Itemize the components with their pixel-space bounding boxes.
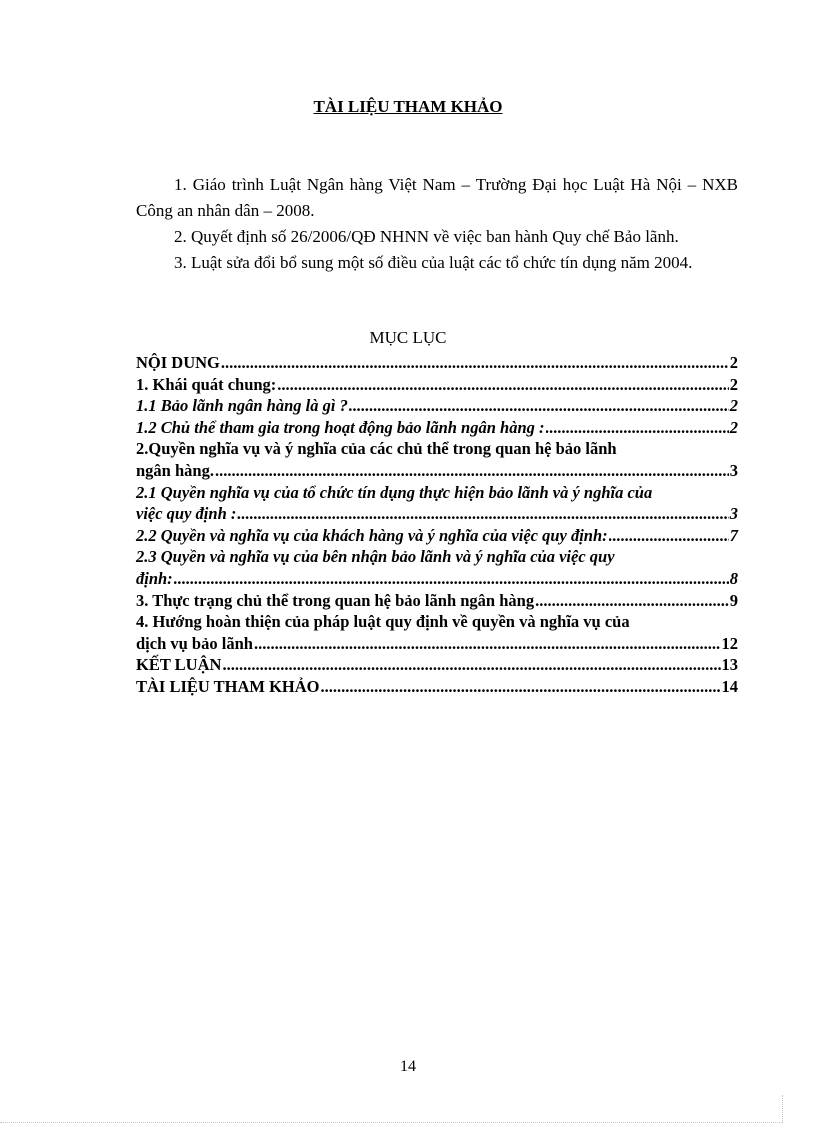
toc-leader — [254, 633, 721, 655]
toc-entry-page: 13 — [721, 655, 738, 675]
toc-entry-text: 2.1 Quyền nghĩa vụ của tổ chức tín dụng thực hiện bảo lãnh và ý nghĩa của — [136, 482, 653, 502]
table-of-contents — [136, 352, 738, 698]
reference-item: 1. Giáo trình Luật Ngân hàng Việt Nam – Trường Đại học Luật Hà Nội – NXB Công an nhân dân – 2008. — [136, 175, 738, 220]
toc-entry-text: NỘI DUNG — [136, 353, 220, 372]
toc-entry[interactable] — [136, 438, 738, 481]
toc-entry-page: 3 — [729, 504, 738, 524]
toc-entry-text: định: — [136, 568, 173, 588]
toc-entry-page: 14 — [721, 676, 738, 696]
toc-entry[interactable] — [136, 546, 738, 589]
toc-leader — [277, 374, 728, 396]
toc-entry[interactable] — [136, 676, 738, 698]
page-number: 14 — [400, 1058, 416, 1075]
toc-entry-text: ngân hàng. — [136, 460, 214, 480]
reference-item: 2. Quyết định số 26/2006/QĐ NHNN về việc ban hành Quy chế Bảo lãnh. — [174, 227, 679, 246]
toc-entry-text: 3. Thực trạng chủ thể trong quan hệ bảo lãnh ngân hàng — [136, 590, 535, 610]
toc-entry-text: dịch vụ bảo lãnh — [136, 633, 253, 653]
toc-entry[interactable] — [136, 654, 738, 676]
toc-entry[interactable] — [136, 395, 738, 417]
toc-entry-page: 2 — [729, 396, 738, 416]
reference-list — [136, 172, 738, 276]
toc-entry-text: 2.Quyền nghĩa vụ và ý nghĩa của các chủ thể trong quan hệ bảo lãnh — [136, 439, 617, 459]
reference-item: 3. Luật sửa đổi bổ sung một số điều của luật các tổ chức tín dụng năm 2004. — [174, 253, 693, 272]
toc-leader — [174, 568, 729, 590]
toc-entry[interactable] — [136, 482, 738, 525]
toc-entry-text: 2.2 Quyền và nghĩa vụ của khách hàng và ý nghĩa của việc quy định: — [136, 525, 608, 545]
toc-entry[interactable] — [136, 611, 738, 654]
toc-entry[interactable] — [136, 417, 738, 439]
toc-leader — [222, 654, 720, 676]
toc-leader — [237, 503, 728, 525]
toc-entry-page: 7 — [729, 525, 738, 545]
toc-entry-page: 2 — [729, 417, 738, 437]
toc-leader — [546, 417, 729, 439]
toc-leader — [215, 460, 729, 482]
toc-entry-text: 4. Hướng hoàn thiện của pháp luật quy định về quyền và nghĩa vụ của — [136, 612, 630, 632]
toc-entry-text: 2.3 Quyền và nghĩa vụ của bên nhận bảo lãnh và ý nghĩa của việc quy — [136, 547, 615, 567]
toc-entry-text: 1. Khái quát chung: — [136, 374, 277, 394]
toc-leader — [321, 676, 721, 698]
toc-entry-page: 9 — [729, 590, 738, 610]
page-corner-guide — [782, 1095, 784, 1123]
toc-leader — [535, 590, 729, 612]
toc-entry[interactable] — [136, 590, 738, 612]
toc-leader — [609, 525, 729, 547]
toc-entry[interactable] — [136, 352, 738, 374]
toc-entry[interactable] — [136, 525, 738, 547]
toc-entry-page: 3 — [729, 460, 738, 480]
toc-entry-text: TÀI LIỆU THAM KHẢO — [136, 676, 320, 696]
toc-entry-text: 1.1 Bảo lãnh ngân hàng là gì ? — [136, 396, 348, 416]
toc-title: MỤC LỤC — [369, 328, 447, 347]
toc-entry-text: KẾT LUẬN — [136, 655, 222, 675]
toc-entry-page: 8 — [729, 568, 738, 588]
toc-entry-page: 2 — [729, 374, 738, 394]
toc-entry-page: 2 — [729, 353, 738, 372]
toc-entry-text: 1.2 Chủ thể tham gia trong hoạt động bảo lãnh ngân hàng : — [136, 417, 545, 437]
page-title: TÀI LIỆU THAM KHẢO — [313, 97, 503, 116]
toc-entry-text: việc quy định : — [136, 504, 237, 524]
toc-leader — [349, 395, 729, 417]
toc-entry[interactable] — [136, 374, 738, 396]
toc-leader — [221, 352, 729, 374]
toc-entry-page: 12 — [721, 633, 738, 653]
